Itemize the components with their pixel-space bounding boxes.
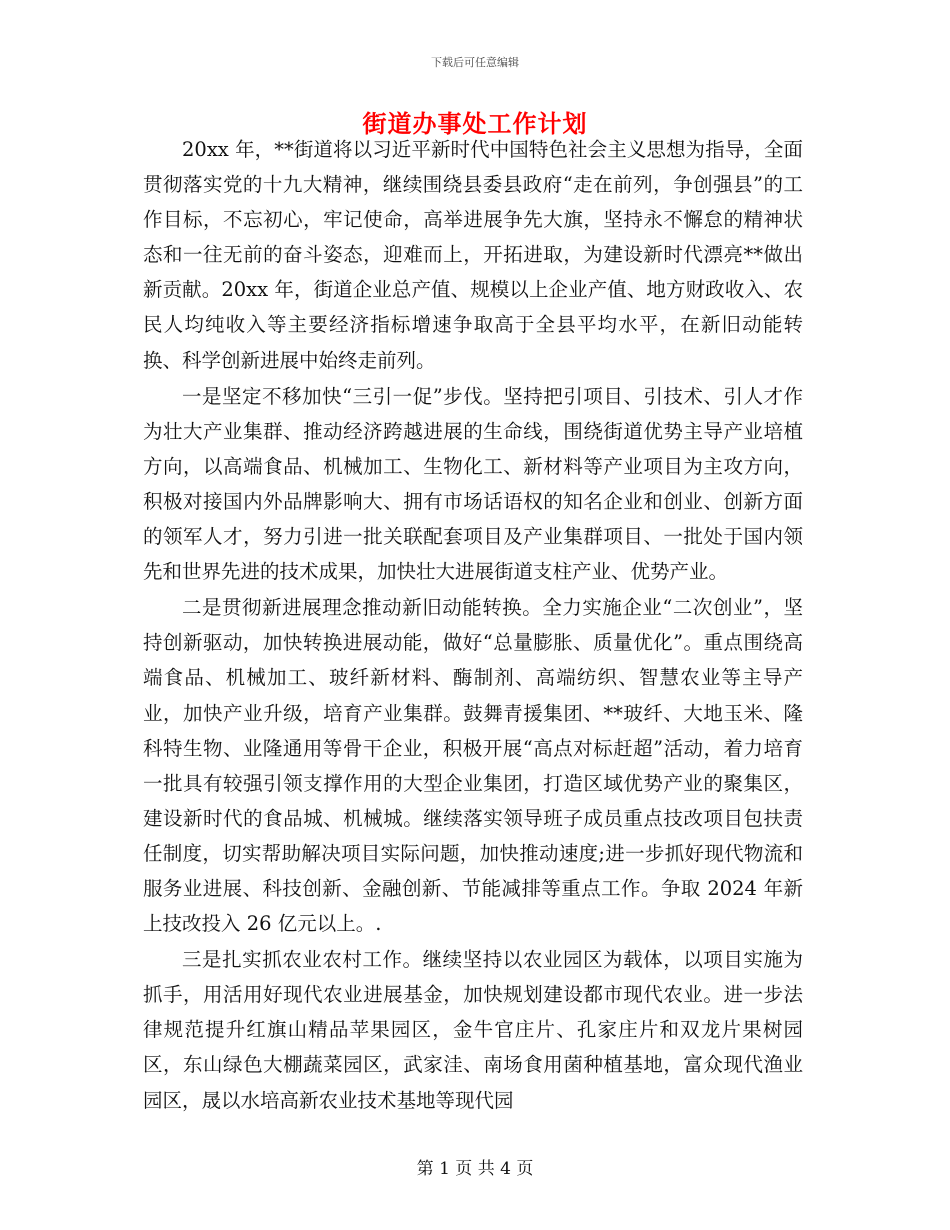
- page-number: 第 1 页 共 4 页: [416, 1159, 534, 1179]
- header-note: 下载后可任意编辑: [431, 56, 519, 69]
- paragraph-point-one: 一是坚定不移加快“三引一促”步伐。坚持把引项目、引技术、引人才作为壮大产业集群、推动经济跨越进展的生命线，围绕街道优势主导产业培植方向，以高端食品、机械加工、生物化工、新材料等产业项目为主攻方向，积极对接国内外品牌影响大、拥有市场话语权的知名企业和创业、创新方面的领军人才，努力引进一批关联配套项目及产业集群项目、一批处于国内领先和世界先进的技术成果，加快壮大进展街道支柱产业、优势产业。: [143, 384, 803, 584]
- document-title: 街道办事处工作计划: [362, 109, 588, 138]
- paragraph-intro: 20xx 年，**街道将以习近平新时代中国特色社会主义思想为指导，全面贯彻落实党的十九大精神，继续围绕县委县政府“走在前列，争创强县”的工作目标，不忘初心，牢记使命，高举进展争先大旗，坚持永不懈怠的精神状态和一往无前的奋斗姿态，迎难而上，开拓进取，为建设新时代漂亮**做出新贡献。20xx 年，街道企业总产值、规模以上企业产值、地方财政收入、农民人均纯收入等主要经济指标增速争取高于全县平均水平，在新旧动能转换、科学创新进展中始终走前列。: [143, 138, 803, 372]
- paragraph-point-two: 二是贯彻新进展理念推动新旧动能转换。全力实施企业“二次创业”，坚持创新驱动，加快转换进展动能，做好“总量膨胀、质量优化”。重点围绕高端食品、机械加工、玻纤新材料、酶制剂、高端纺织、智慧农业等主导产业，加快产业升级，培育产业集群。鼓舞青援集团、**玻纤、大地玉米、隆科特生物、业隆通用等骨干企业，积极开展“高点对标赶超”活动，着力培育一批具有较强引领支撑作用的大型企业集团，打造区域优势产业的聚集区，建设新时代的食品城、机械城。继续落实领导班子成员重点技改项目包扶责任制度，切实帮助解决项目实际问题，加快推动速度;进一步抓好现代物流和服务业进展、科技创新、金融创新、节能减排等重点工作。争取 2024 年新上技改投入 26 亿元以上。.: [143, 596, 803, 936]
- paragraph-point-three: 三是扎实抓农业农村工作。继续坚持以农业园区为载体，以项目实施为抓手，用活用好现代农业进展基金，加快规划建设都市现代农业。进一步法律规范提升红旗山精品苹果园区，金牛官庄片、孔家庄片和双龙片果树园区，东山绿色大棚蔬菜园区，武家洼、南场食用菌种植基地，富众现代渔业园区，晟以水培高新农业技术基地等现代园: [143, 948, 803, 1112]
- document-body: [143, 132, 803, 1118]
